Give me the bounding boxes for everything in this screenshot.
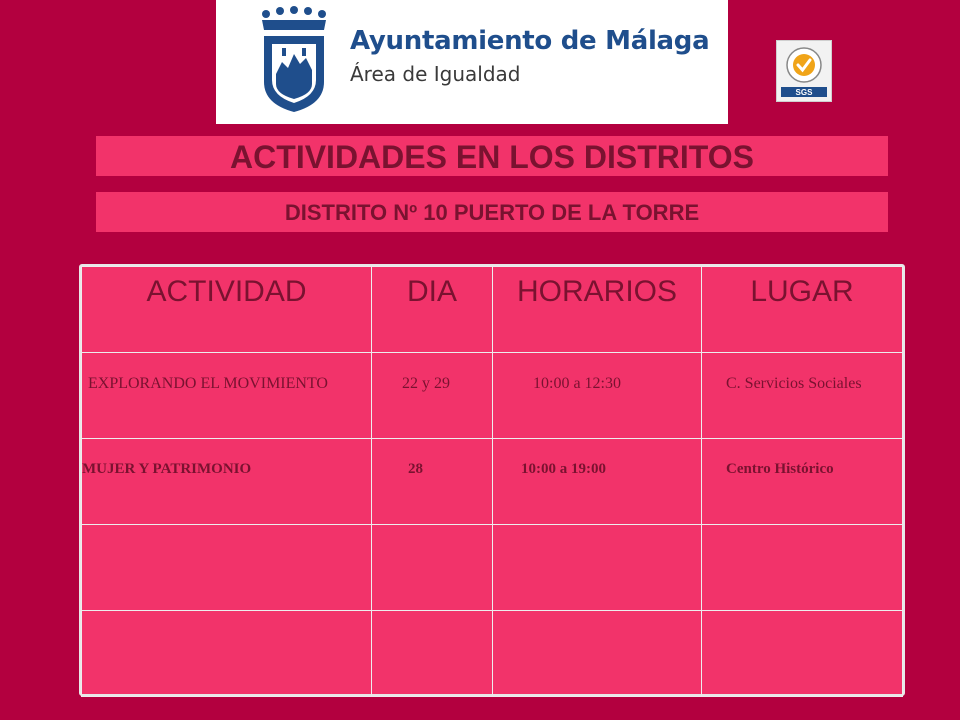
cell-actividad bbox=[82, 525, 372, 611]
cell-lugar bbox=[702, 525, 903, 611]
cell-horarios bbox=[493, 611, 702, 697]
header-dia: DIA bbox=[372, 267, 493, 353]
city-crest-logo bbox=[256, 4, 332, 114]
cell-dia: 28 bbox=[372, 439, 493, 525]
cell-horarios bbox=[493, 525, 702, 611]
cell-dia bbox=[372, 611, 493, 697]
certification-badge bbox=[776, 40, 832, 102]
cell-lugar bbox=[702, 611, 903, 697]
table-row bbox=[82, 439, 903, 525]
cell-dia: 22 y 29 bbox=[372, 353, 493, 439]
table-row bbox=[82, 525, 903, 611]
header-horarios: HORARIOS bbox=[493, 267, 702, 353]
certification-seal-icon bbox=[777, 41, 831, 101]
table-header-row bbox=[82, 267, 903, 353]
cell-horarios: 10:00 a 19:00 bbox=[493, 439, 702, 525]
district-title: DISTRITO Nº 10 PUERTO DE LA TORRE bbox=[96, 192, 888, 232]
cell-horarios: 10:00 a 12:30 bbox=[493, 353, 702, 439]
cell-dia bbox=[372, 525, 493, 611]
table-row bbox=[82, 611, 903, 697]
organization-name: Ayuntamiento de Málaga bbox=[350, 26, 710, 56]
header-lugar: LUGAR bbox=[702, 267, 903, 353]
activities-table bbox=[79, 264, 905, 696]
cell-lugar: C. Servicios Sociales bbox=[702, 353, 903, 439]
certification-label: SGS bbox=[795, 88, 813, 97]
page-title: ACTIVIDADES EN LOS DISTRITOS bbox=[96, 136, 888, 176]
cell-actividad: EXPLORANDO EL MOVIMIENTO bbox=[82, 353, 372, 439]
cell-actividad: MUJER Y PATRIMONIO bbox=[82, 439, 372, 525]
cell-actividad bbox=[82, 611, 372, 697]
logo-panel bbox=[216, 0, 728, 124]
header-actividad: ACTIVIDAD bbox=[82, 267, 372, 353]
department-name: Área de Igualdad bbox=[350, 62, 521, 86]
cell-lugar: Centro Histórico bbox=[702, 439, 903, 525]
table-row bbox=[82, 353, 903, 439]
